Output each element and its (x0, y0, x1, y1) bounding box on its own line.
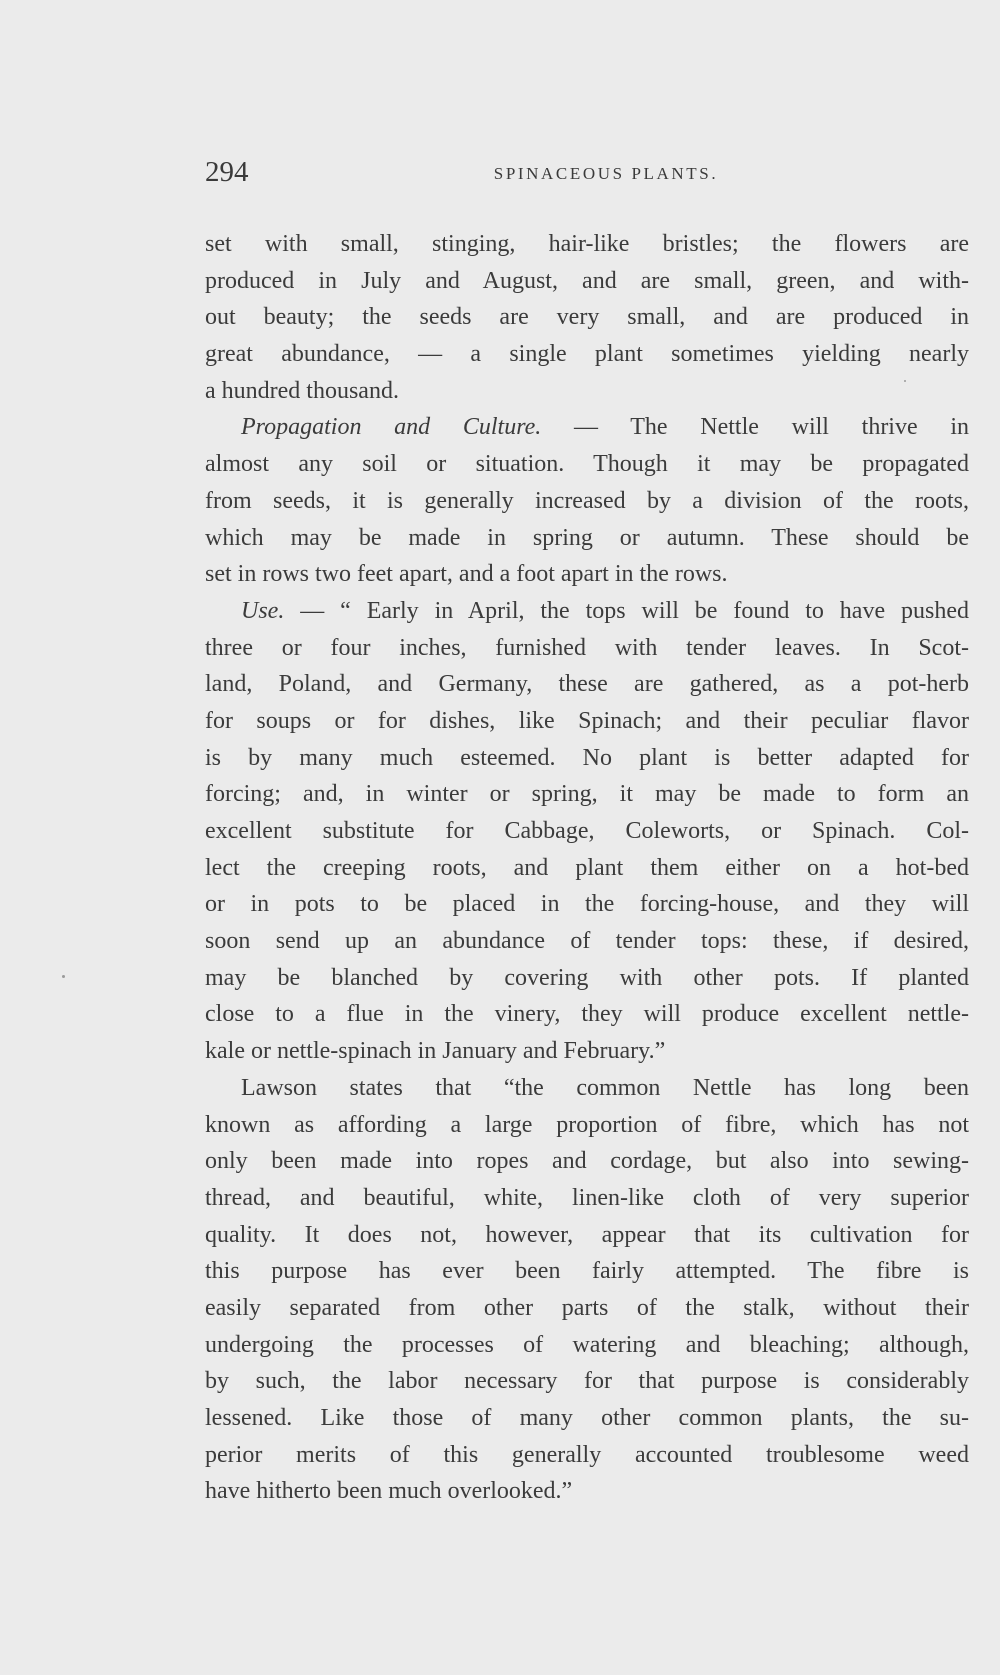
section-title: SPINACEOUS PLANTS. (493, 164, 719, 183)
text-line: excellent substitute for Cabbage, Coleworts, or Spinach. Col- (205, 818, 969, 844)
text-line: forcing; and, in winter or spring, it may be made to form an (205, 781, 969, 808)
text-line: lessened. Like those of many other common plants, the su- (205, 1405, 969, 1431)
text-line: a hundred thousand. (205, 377, 399, 404)
text-line: easily separated from other parts of the stalk, without their (205, 1294, 969, 1321)
text-line: Lawson states that “the common Nettle has long been (241, 1074, 969, 1101)
text-line: from seeds, it is generally increased by a division of the roots, (205, 487, 969, 514)
text-line: set with small, stinging, hair-like bristles; the flowers are (205, 231, 969, 257)
paper-speck (62, 975, 65, 978)
text-line: for soups or for dishes, like Spinach; and their peculiar flavor (205, 707, 969, 734)
text-line: undergoing the processes of watering and bleaching; although, (205, 1331, 969, 1358)
text-line: thread, and beautiful, white, linen-like cloth of very superior (205, 1184, 969, 1211)
text-line: by such, the labor necessary for that purpose is considerably (205, 1368, 969, 1395)
text-line: great abundance, — a single plant sometimes yielding nearly (205, 341, 969, 368)
text-line: close to a flue in the vinery, they will produce excellent nettle- (205, 1001, 969, 1028)
text-line: have hitherto been much overlooked.” (205, 1478, 573, 1505)
text-line: quality. It does not, however, appear that its cultivation for (205, 1221, 969, 1248)
running-head (205, 152, 969, 192)
text-line: may be blanched by covering with other pots. If planted (205, 964, 969, 991)
propagation-heading: Propagation and Culture. (241, 414, 542, 441)
text-line: known as affording a large proportion of fibre, which has not (205, 1111, 969, 1138)
text-line: set in rows two feet apart, and a foot apart in the rows. (205, 561, 728, 588)
use-text: — “ Early in April, the tops will be found to have pushed (284, 597, 969, 624)
text-line: produced in July and August, and are small, green, and with- (205, 267, 969, 294)
text-line: kale or nettle-spinach in January and February.” (205, 1038, 666, 1065)
text-line: this purpose has ever been fairly attempted. The fibre is (205, 1258, 969, 1285)
use-line (205, 593, 969, 630)
text-line: land, Poland, and Germany, these are gathered, as a pot-herb (205, 671, 969, 698)
propagation-text: — The Nettle will thrive in (541, 414, 969, 441)
text-line: which may be made in spring or autumn. These should be (205, 524, 969, 551)
text-line: lect the creeping roots, and plant them either on a hot-bed (205, 854, 969, 881)
page-number: 294 (205, 156, 249, 188)
text-line: almost any soil or situation. Though it may be propagated (205, 451, 969, 478)
text-line: soon send up an abundance of tender tops: these, if desired, (205, 928, 969, 955)
body-text (205, 226, 969, 1510)
use-heading: Use. (241, 597, 285, 624)
text-line: only been made into ropes and cordage, but also into sewing- (205, 1148, 969, 1175)
propagation-line (205, 409, 969, 446)
text-line: out beauty; the seeds are very small, and are produced in (205, 304, 969, 331)
text-line: three or four inches, furnished with tender leaves. In Scot- (205, 634, 969, 661)
paper-speck (904, 380, 906, 382)
text-line: or in pots to be placed in the forcing-house, and they will (205, 891, 969, 918)
text-line: perior merits of this generally accounted troublesome weed (205, 1441, 969, 1468)
text-line: is by many much esteemed. No plant is better adapted for (205, 744, 969, 771)
